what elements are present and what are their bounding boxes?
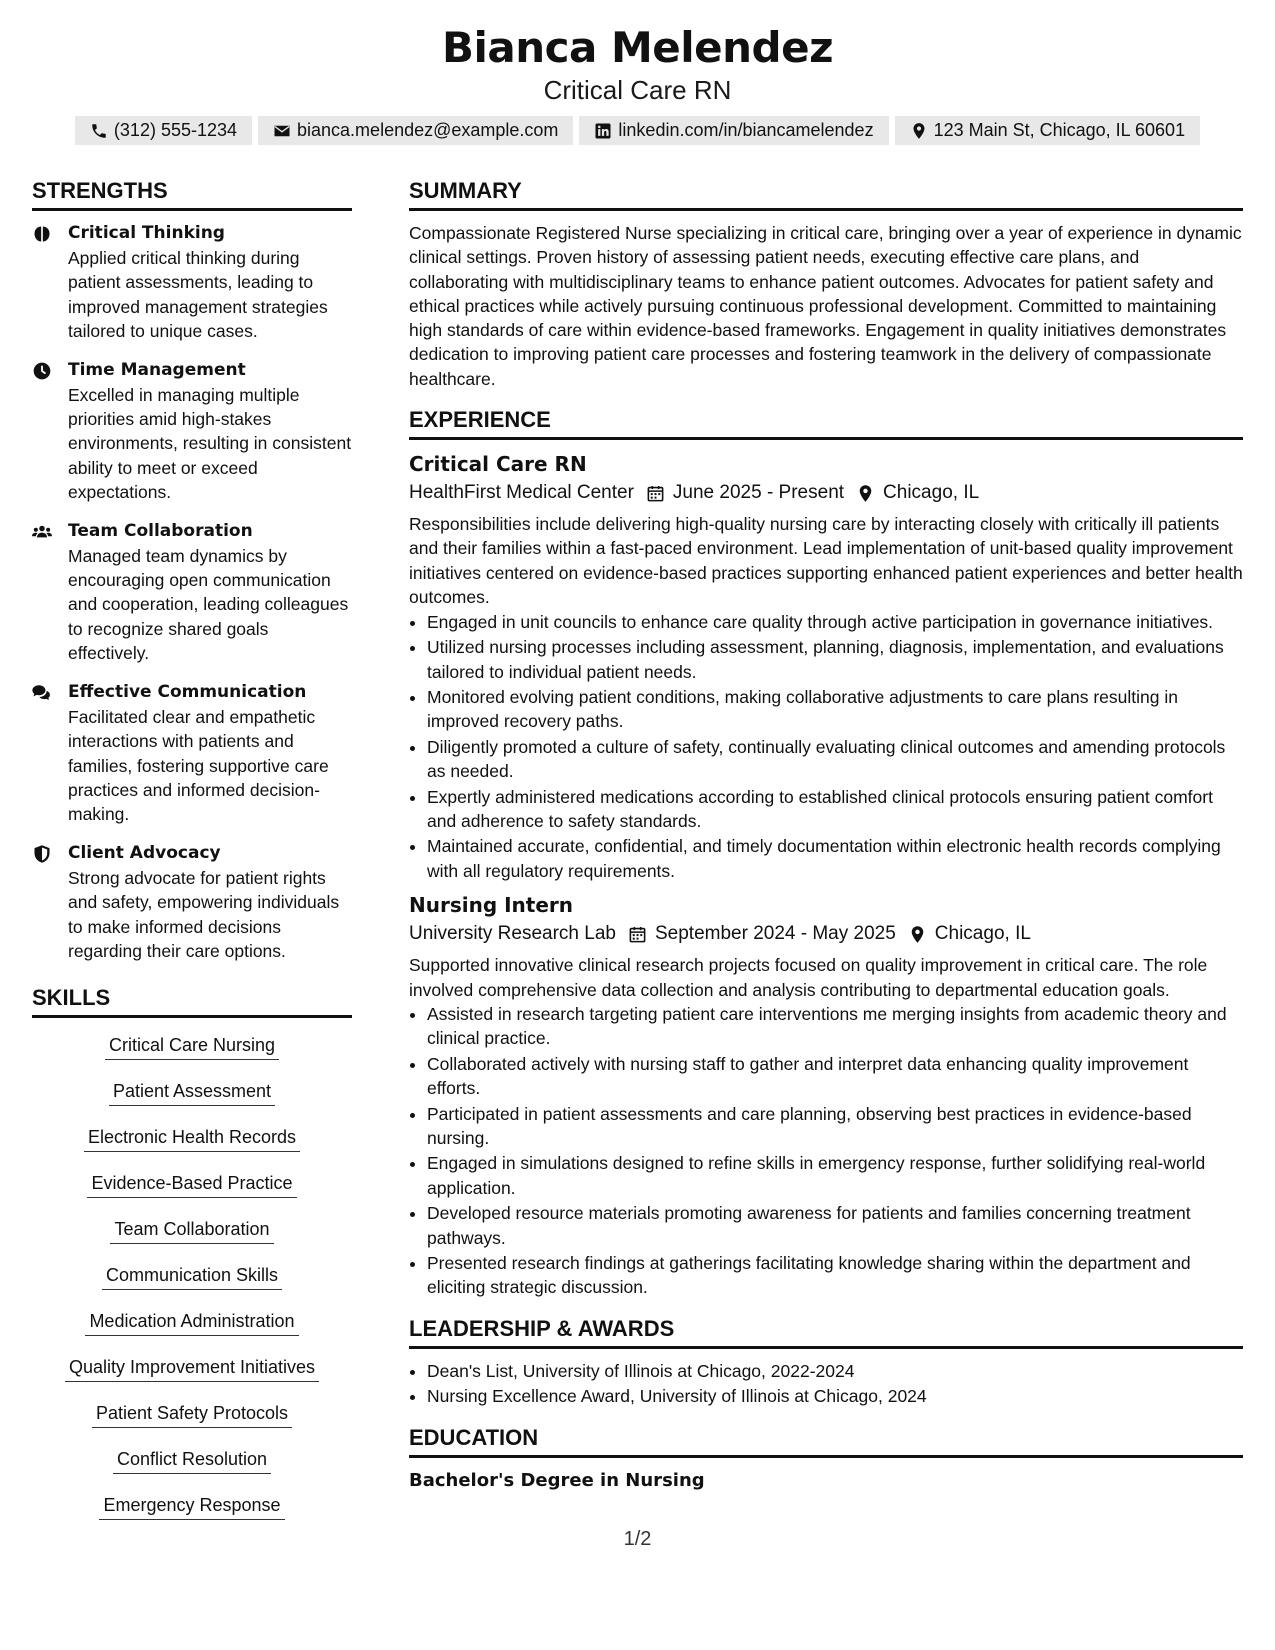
skill-item: Evidence-Based Practice: [87, 1170, 296, 1198]
skill-item: Emergency Response: [99, 1492, 284, 1520]
job-description: Responsibilities include delivering high-quality nursing care by interacting closely with critically ill patients and their families within a fast-paced environment. Lead implementation of unit-based quality improvement initiatives centered on evidence-based practices supporting enhanced patient experiences and better health outcomes.: [409, 514, 1243, 608]
job-entry: [409, 450, 1243, 883]
envelope-icon: [273, 122, 291, 140]
job-dates: June 2025 - Present: [672, 482, 845, 504]
strength-title: Team Collaboration: [68, 520, 253, 541]
strength-desc: Strong advocate for patient rights and safety, empowering individuals to make informed decisions regarding their care options.: [68, 867, 340, 961]
location-pin-icon: [856, 484, 875, 503]
skill-item: Medication Administration: [85, 1308, 298, 1336]
brain-icon: [32, 221, 56, 344]
bullet-item: • Engaged in simulations designed to refine skills in emergency response, further solidifying real-world application.: [427, 1151, 1243, 1200]
job-bullets: [409, 1002, 1243, 1300]
job-description: Supported innovative clinical research projects focused on quality improvement in critical care. The role involved comprehensive data collection and analysis contributing to departmental education goals.: [409, 955, 1208, 1000]
job-entry: [409, 891, 1243, 1300]
strength-item: [32, 358, 352, 505]
bullet-item: • Engaged in unit councils to enhance care quality through active participation in governance initiatives.: [427, 610, 1243, 634]
strength-title: Effective Communication: [68, 681, 307, 702]
skill-item: Team Collaboration: [110, 1216, 273, 1244]
strength-title: Critical Thinking: [68, 223, 225, 243]
bullet-item: • Developed resource materials promoting awareness for patients and families concerning treatment pathways.: [427, 1201, 1243, 1250]
strength-title: Client Advocacy: [68, 842, 221, 863]
bullet-item: • Collaborated actively with nursing staff to gather and interpret data enhancing quality improvement efforts.: [427, 1052, 1243, 1101]
right-column: [409, 176, 1243, 1494]
phone-icon: [90, 122, 108, 140]
strength-item: [32, 841, 352, 964]
users-icon: [32, 519, 56, 666]
linkedin-icon: [594, 122, 612, 140]
skill-item: Electronic Health Records: [84, 1124, 300, 1152]
strength-desc: Excelled in managing multiple priorities amid high-stakes environments, resulting in consistent ability to meet or exceed expectations.: [68, 384, 352, 503]
strength-item: [32, 221, 352, 344]
strength-desc: Applied critical thinking during patient assessments, leading to improved management strategies tailored to unique cases.: [68, 248, 328, 342]
calendar-icon: [628, 925, 647, 944]
job-company: University Research Lab: [409, 923, 616, 945]
resume-header: [0, 0, 1275, 145]
skills-heading: SKILLS: [32, 983, 352, 1018]
address-text: 123 Main St, Chicago, IL 60601: [933, 120, 1186, 140]
email-text: bianca.melendez@example.com: [297, 120, 559, 140]
strength-item: [32, 519, 352, 666]
contact-email[interactable]: [258, 116, 573, 145]
strength-item: [32, 680, 352, 827]
bullet-item: • Maintained accurate, confidential, and timely documentation within electronic health records complying with all regulatory requirements.: [427, 834, 1243, 883]
skill-item: Critical Care Nursing: [105, 1032, 279, 1060]
bullet-item: • Assisted in research targeting patient care interventions me merging insights from academic theory and clinical practice.: [427, 1002, 1243, 1051]
strengths-heading: STRENGTHS: [32, 176, 352, 211]
skill-item: Quality Improvement Initiatives: [65, 1354, 319, 1382]
bullet-item: • Utilized nursing processes including assessment, planning, diagnosis, implementation, and evaluations tailored to individual patient needs.: [427, 635, 1243, 684]
candidate-role: Critical Care RN: [543, 75, 732, 105]
bullet-item: • Expertly administered medications according to established clinical protocols ensuring patient comfort and adherence to safety standards.: [427, 785, 1243, 834]
job-meta: [409, 919, 1243, 949]
skill-item: Patient Assessment: [109, 1078, 275, 1106]
strength-title: Time Management: [68, 359, 246, 380]
job-title: Critical Care RN: [409, 452, 587, 477]
job-meta: [409, 478, 1243, 508]
awards-heading: LEADERSHIP & AWARDS: [409, 1314, 1243, 1349]
job-location: Chicago, IL: [883, 482, 980, 504]
bullet-item: • Diligently promoted a culture of safety, continually evaluating clinical outcomes and amending protocols as needed.: [427, 735, 1243, 784]
experience-heading: EXPERIENCE: [409, 405, 1243, 440]
bullet-item: • Presented research findings at gatherings facilitating knowledge sharing within the department and eliciting strategic discussion.: [427, 1251, 1243, 1300]
location-pin-icon: [908, 925, 927, 944]
skill-item: Patient Safety Protocols: [92, 1400, 292, 1428]
strength-desc: Facilitated clear and empathetic interactions with patients and families, fostering supportive care practices and informed decision-making.: [68, 706, 329, 825]
job-location: Chicago, IL: [934, 923, 1031, 945]
job-dates: September 2024 - May 2025: [654, 923, 896, 945]
contact-phone[interactable]: [75, 116, 252, 145]
shield-icon: [32, 841, 56, 964]
linkedin-text: linkedin.com/in/biancamelendez: [618, 120, 874, 140]
summary-text: Compassionate Registered Nurse specializing in critical care, bringing over a year of experience in dynamic clinical settings. Proven history of assessing patient needs, executing effective care plans, and collaborating with multidisciplinary teams to enhance patient outcomes. Advocates for patient safety and ethical practices while actively pursuing continuous professional development. Committed to maintaining high standards of care within evidence-based frameworks. Engagement in quality initiatives demonstrates dedication to improving patient care processes and fostering teamwork in the delivery of compassionate healthcare.: [409, 223, 1242, 389]
award-item: • Dean's List, University of Illinois at Chicago, 2022-2024: [427, 1359, 1243, 1383]
contact-linkedin[interactable]: [579, 116, 888, 145]
education-degree: Bachelor's Degree in Nursing: [409, 1469, 705, 1491]
job-company: HealthFirst Medical Center: [409, 482, 634, 504]
contact-bar: [0, 116, 1275, 145]
job-bullets: [409, 610, 1243, 883]
phone-text: (312) 555-1234: [113, 120, 238, 140]
strength-desc: Managed team dynamics by encouraging open communication and cooperation, leading colleagues to recognize shared goals effectively.: [68, 545, 349, 664]
summary-heading: SUMMARY: [409, 176, 1243, 211]
bullet-item: • Monitored evolving patient conditions, making collaborative adjustments to care plans resulting in improved recovery paths.: [427, 685, 1243, 734]
skill-item: Conflict Resolution: [113, 1446, 271, 1474]
page-number: 1/2: [623, 1528, 652, 1550]
awards-list: [409, 1359, 1243, 1409]
location-pin-icon: [910, 122, 928, 140]
bullet-item: • Participated in patient assessments and care planning, observing best practices in evidence-based nursing.: [427, 1102, 1243, 1151]
comments-icon: [32, 680, 56, 827]
clock-icon: [32, 358, 56, 505]
education-heading: EDUCATION: [409, 1423, 1243, 1458]
skill-item: Communication Skills: [102, 1262, 282, 1290]
left-column: [32, 176, 352, 1538]
award-item: • Nursing Excellence Award, University of Illinois at Chicago, 2024: [427, 1384, 1243, 1408]
candidate-name: Bianca Melendez: [441, 23, 834, 72]
job-title: Nursing Intern: [409, 893, 574, 918]
contact-address[interactable]: [895, 116, 1201, 145]
skills-list: [32, 1032, 352, 1538]
calendar-icon: [646, 484, 665, 503]
